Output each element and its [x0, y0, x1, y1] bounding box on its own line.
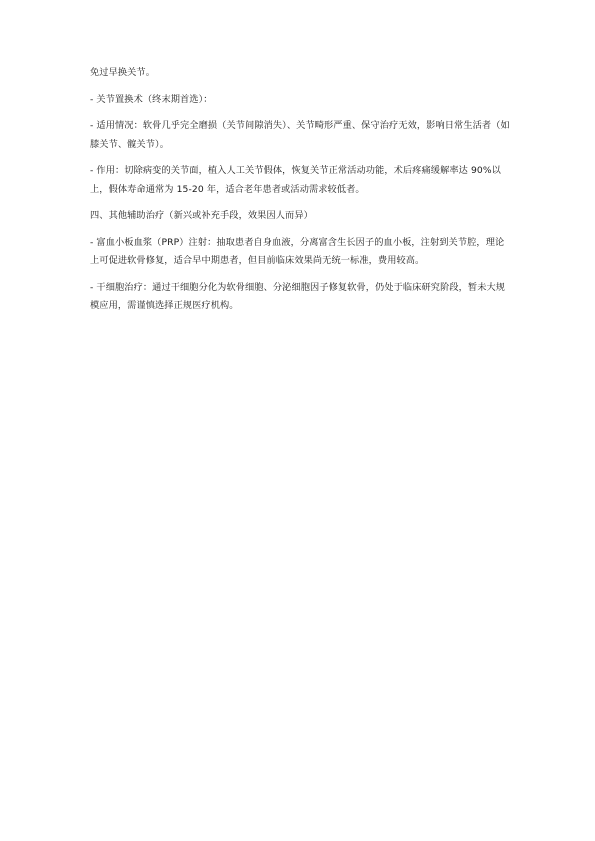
document-body	[90, 64, 510, 316]
section-heading-other-treatments: 四、其他辅助治疗（新兴或补充手段，效果因人而异）	[90, 210, 313, 221]
paragraph-stem-cell-therapy: - 干细胞治疗：通过干细胞分化为软骨细胞、分泌细胞因子修复软骨，仍处于临床研究阶段，暂未大规模应用，需谨慎选择正规医疗机构。	[90, 281, 506, 311]
paragraph-joint-replacement-heading: - 关节置换术（终末期首选）：	[90, 93, 213, 105]
paragraph-continuation: 免过早换关节。	[90, 67, 156, 78]
paragraph-effect: - 作用：切除病变的关节面，植入人工关节假体，恢复关节正常活动功能，术后疼痛缓解率达 90%以上，假体寿命通常为 15-20 年，适合老年患者或活动需求较低者。	[90, 165, 501, 195]
paragraph-indications: - 适用情况：软骨几乎完全磨损（关节间隙消失）、关节畸形严重、保守治疗无效，影响日常生活者（如膝关节、髋关节）。	[90, 120, 510, 150]
paragraph-prp-injection: - 富血小板血浆（PRP）注射：抽取患者自身血液，分离富含生长因子的血小板，注射到关节腔，理论上可促进软骨修复，适合早中期患者，但目前临床效果尚无统一标准，费用较高。	[90, 236, 505, 266]
